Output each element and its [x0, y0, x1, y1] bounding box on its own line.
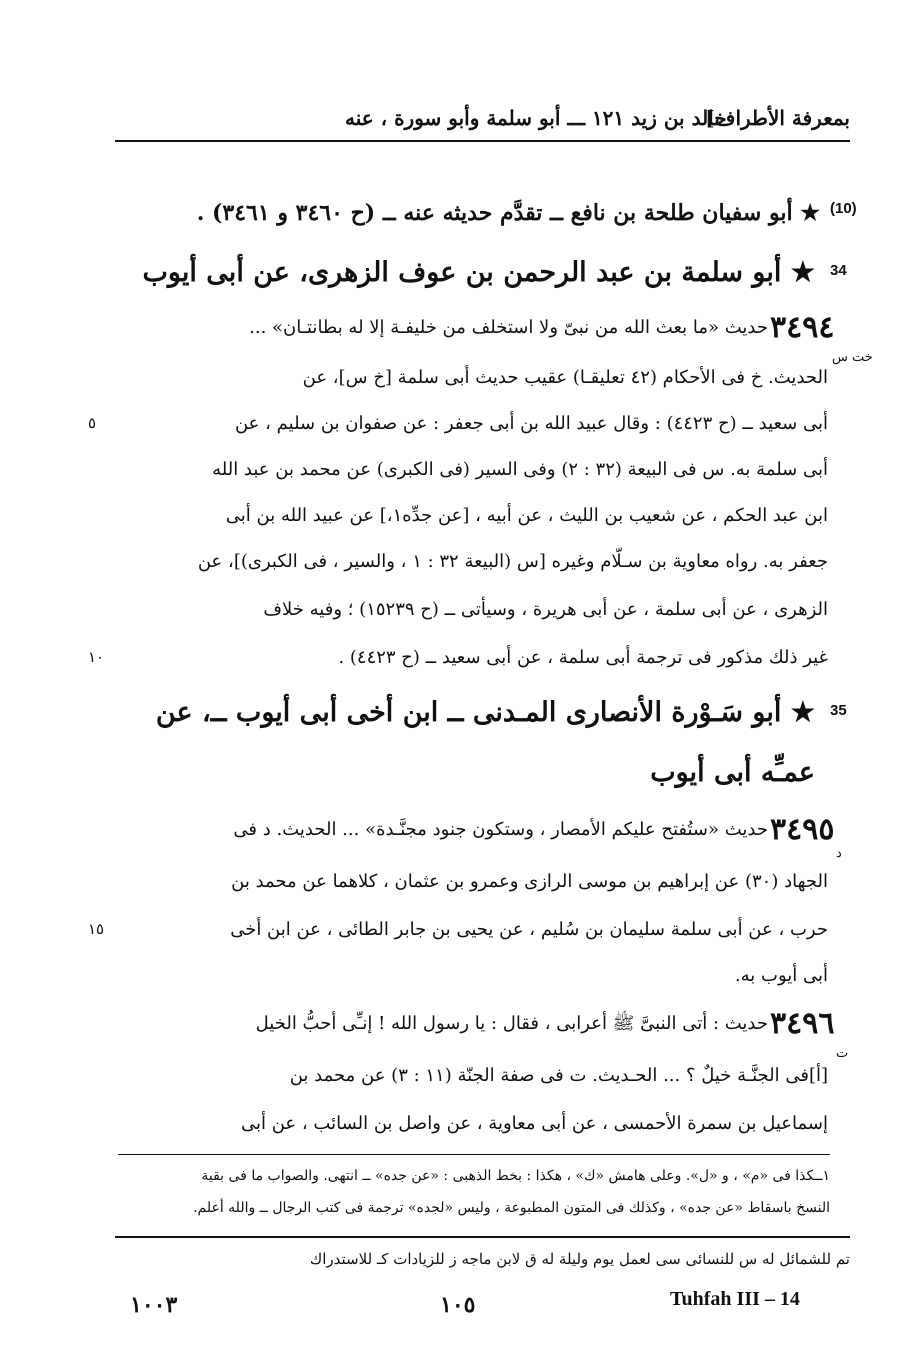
entry-35-marker: 35	[830, 702, 847, 719]
entry-34-heading: ★ أبو سلمة بن عبد الرحمن بن عوف الزهرى، عن أبى أيوب	[142, 257, 815, 288]
hadith-3496-line-1: حديث : أتى النبىَّ ﷺ أعرابى ، فقال : يا رسول الله ! إنـِّى أحبُّ الخيل	[255, 1013, 768, 1034]
hadith-3494-line-7: الزهرى ، عن أبى سلمة ، عن أبى هريرة ، وسيأتى ــ (ح ١٥٢٣٩) ؛ وفيه خلاف	[263, 599, 828, 620]
header-right-text: بمعرفة الأطراف]	[705, 106, 850, 130]
hadith-3495-line-4: أبى أيوب به.	[734, 965, 828, 986]
running-header	[115, 100, 850, 136]
footer-page-number-center: ١٠٥	[440, 1292, 476, 1318]
footer-page-number-left: ١٠٠٣	[130, 1292, 178, 1318]
hadith-3496-line-3: إسماعيل بن سمرة الأحمسى ، عن أبى معاوية ، عن واصل بن السائب ، عن أبى	[240, 1113, 828, 1134]
entry-35-heading-line-1: ★ أبو سَـوْرة الأنصارى المـدنى ــ ابن أخى أبى أيوب ــ، عن	[155, 697, 815, 728]
hadith-3494-line-1: حديث «ما بعث الله من نبىّ ولا استخلف من خليفـة إلا له بطانتـان» ...	[249, 317, 768, 338]
entry-10-text: ★ أبو سفيان طلحة بن نافع ــ تقدَّم حديثه عنه ــ (ح ٣٤٦٠ و ٣٤٦١) .	[196, 200, 820, 226]
entry-35-heading-line-2: عمـِّه أبى أيوب	[650, 757, 815, 788]
line-number-5: ٥	[88, 414, 97, 432]
hadith-3496-line-2: [أ]فى الجنَّـة خيلٌ ؟ ... الحـديث. ت فى صفة الجنّة (١١ : ٣) عن محمد بن	[289, 1065, 828, 1086]
hadith-3495-number: ٣٤٩٥	[770, 812, 835, 847]
legend-rule	[115, 1236, 850, 1238]
hadith-3494-line-4: أبى سلمة به. س فى البيعة (٣٢ : ٢) وفى السير (فى الكبرى) عن محمد بن عبد الله	[212, 459, 828, 480]
hadith-3494-number: ٣٤٩٤	[770, 310, 835, 345]
line-number-15: ١٥	[88, 920, 105, 938]
hadith-3496-number: ٣٤٩٦	[770, 1006, 835, 1041]
entry-10-marker: (10)	[830, 200, 857, 217]
hadith-3494-line-3: أبى سعيد ــ (ح ٤٤٢٣) : وقال عبيد الله بن أبى جعفر : عن صفوان بن سليم ، عن	[234, 413, 828, 434]
hadith-3494-sigla: خت س	[832, 350, 873, 365]
footnote-line-1: ١ــكذا فى «م» ، و «ل». وعلى هامش «ك» ، هكذا : بخط الذهبى : «عن جده» ــ انتهى. والصواب ما فى بقية	[201, 1168, 830, 1184]
hadith-3495-line-1: حديث «ستُفتح عليكم الأمصار ، وستكون جنود مجنَّـدة» ... الحديث. د فى	[233, 819, 768, 840]
footnote-line-2: النسخ باسقاط «عن جده» ، وكذلك فى المتون المطبوعة ، وليس «لجده» ترجمة فى كتب الرجال ــ والله أعلم.	[193, 1200, 830, 1216]
hadith-3495-sigla: د	[836, 846, 842, 861]
line-number-10: ١٠	[88, 648, 105, 666]
hadith-3494-line-8: غير ذلك مذكور فى ترجمة أبى سلمة ، عن أبى سعيد ــ (ح ٤٤٢٣) .	[338, 647, 828, 668]
sigla-legend: تم للشمائل له س للنسائى سى لعمل يوم وليلة له ق لابن ماجه ز للزيادات كـ للاستدراك	[309, 1250, 850, 1268]
header-left-text: خالد بن زيد ١٢١ ـــ أبو سلمة وأبو سورة ، عنه	[345, 106, 727, 130]
hadith-3494-line-2: الحديث. خ فى الأحكام (٤٢ تعليقـا) عقيب حديث أبى سلمة [خ س]، عن	[302, 367, 828, 388]
entry-34-marker: 34	[830, 262, 847, 279]
footer-volume-label: Tuhfah III – 14	[670, 1288, 800, 1310]
hadith-3496-sigla: ت	[836, 1046, 849, 1061]
hadith-3495-line-2: الجهاد (٣٠) عن إبراهيم بن موسى الرازى وعمرو بن عثمان ، كلاهما عن محمد بن	[231, 871, 828, 892]
header-rule	[115, 140, 850, 142]
hadith-3494-line-5: ابن عبد الحكم ، عن شعيب بن الليث ، عن أبيه ، [عن جدِّه١،] عن عبيد الله بن أبى	[225, 505, 828, 526]
footnote-rule	[118, 1154, 830, 1155]
hadith-3494-line-6: جعفر به. رواه معاوية بن سـلّام وغيره [س (البيعة ٣٢ : ١ ، والسير ، فى الكبرى)]، عن	[197, 551, 828, 572]
hadith-3495-line-3: حرب ، عن أبى سلمة سليمان بن سُليم ، عن يحيى بن جابر الطائى ، عن ابن أخى	[230, 919, 828, 940]
